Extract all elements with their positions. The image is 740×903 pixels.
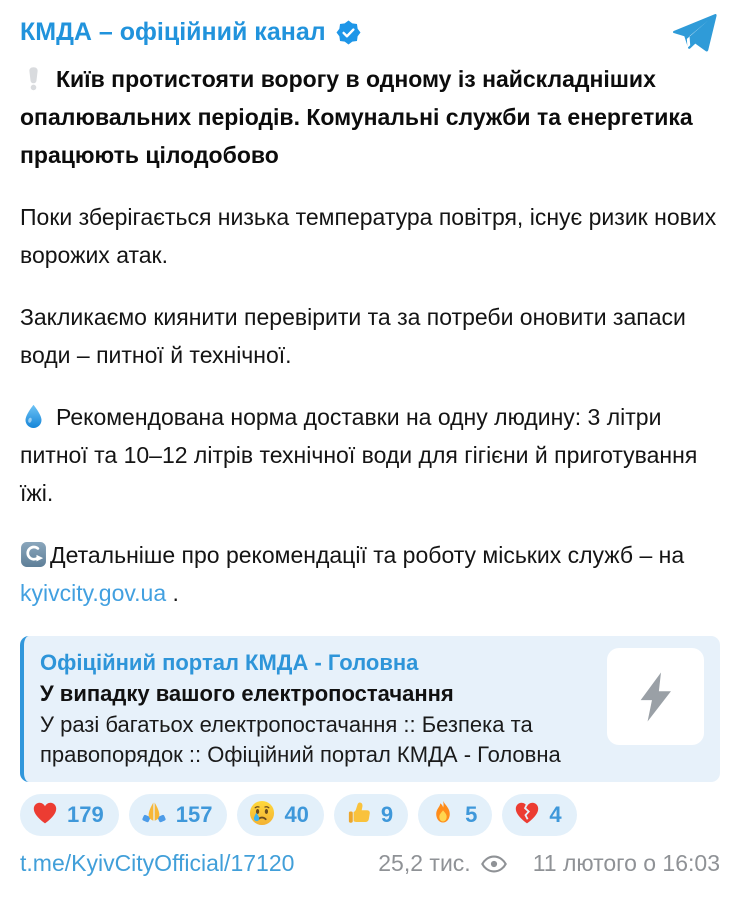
post-body bbox=[20, 60, 720, 612]
paragraph-more-info-text: Детальніше про рекомендації та роботу міських служб – на bbox=[50, 542, 685, 568]
verified-badge-icon bbox=[336, 20, 361, 45]
reaction-broken-heart[interactable] bbox=[502, 794, 576, 836]
thumbs-up-icon bbox=[345, 799, 373, 832]
curved-arrow-icon bbox=[20, 541, 47, 568]
views-count: 25,2 тис. bbox=[378, 850, 471, 876]
crying-face-icon bbox=[248, 799, 276, 832]
link-preview-card[interactable] bbox=[20, 636, 720, 782]
reactions-row bbox=[20, 794, 720, 836]
paragraph-risk: Поки зберігається низька температура повітря, існує ризик нових ворожих атак. bbox=[20, 204, 717, 268]
paragraph-more-info-tail: . bbox=[166, 580, 179, 606]
post-meta bbox=[378, 850, 720, 877]
paragraph-water-norm bbox=[20, 398, 720, 512]
link-preview-thumbnail bbox=[607, 648, 704, 745]
broken-heart-icon bbox=[513, 799, 541, 832]
reaction-fire[interactable] bbox=[418, 794, 492, 836]
reaction-count: 179 bbox=[67, 802, 104, 827]
reaction-count: 5 bbox=[465, 802, 478, 827]
reaction-folded-hands[interactable] bbox=[129, 794, 228, 836]
reaction-count: 40 bbox=[284, 802, 309, 827]
paragraph-intro bbox=[20, 60, 720, 174]
reaction-red-heart[interactable] bbox=[20, 794, 119, 836]
telegram-plane-icon[interactable] bbox=[668, 10, 720, 56]
post-footer bbox=[20, 850, 720, 877]
droplet-icon bbox=[20, 403, 47, 430]
post-permalink[interactable]: t.me/KyivCityOfficial/17120 bbox=[20, 850, 295, 876]
paragraph-water-norm-text: Рекомендована норма доставки на одну людину: 3 літри питної та 10–12 літрів технічної води для гігієни й приготування їжі. bbox=[20, 404, 698, 506]
reaction-count: 157 bbox=[175, 802, 213, 827]
folded-hands-icon bbox=[140, 799, 168, 832]
link-preview-description: У разі багатьох електропостачання :: Безпека та правопорядок :: Офіційний портал КМДА - Головна bbox=[40, 712, 561, 767]
lightning-icon bbox=[633, 668, 679, 726]
paragraph-more-info bbox=[20, 536, 720, 612]
fire-icon bbox=[429, 799, 457, 832]
link-preview-title: У випадку вашого електропостачання bbox=[40, 681, 454, 706]
post-date: 11 лютого о 16:03 bbox=[532, 850, 720, 876]
post-header bbox=[20, 0, 720, 52]
paragraph-call: Закликаємо киянити перевірити та за потреби оновити запаси води – питної й технічної. bbox=[20, 304, 686, 368]
link-preview-site-name: Офіційний портал КМДА - Головна bbox=[40, 650, 419, 675]
paragraph-intro-text: Київ протистояти ворогу в одному із найскладніших опалювальних періодів. Комунальні служби та енергетика працюють цілодобово bbox=[20, 66, 693, 168]
reaction-crying-face[interactable] bbox=[237, 794, 323, 836]
reaction-thumbs-up[interactable] bbox=[334, 794, 408, 836]
reaction-count: 4 bbox=[549, 802, 562, 827]
red-heart-icon bbox=[31, 799, 59, 832]
white-exclamation-icon bbox=[20, 65, 47, 92]
reaction-count: 9 bbox=[380, 802, 394, 827]
kyivcity-link[interactable]: kyivcity.gov.ua bbox=[20, 580, 167, 606]
eye-icon bbox=[481, 855, 507, 873]
channel-name[interactable]: КМДА – офіційний канал bbox=[20, 18, 326, 46]
